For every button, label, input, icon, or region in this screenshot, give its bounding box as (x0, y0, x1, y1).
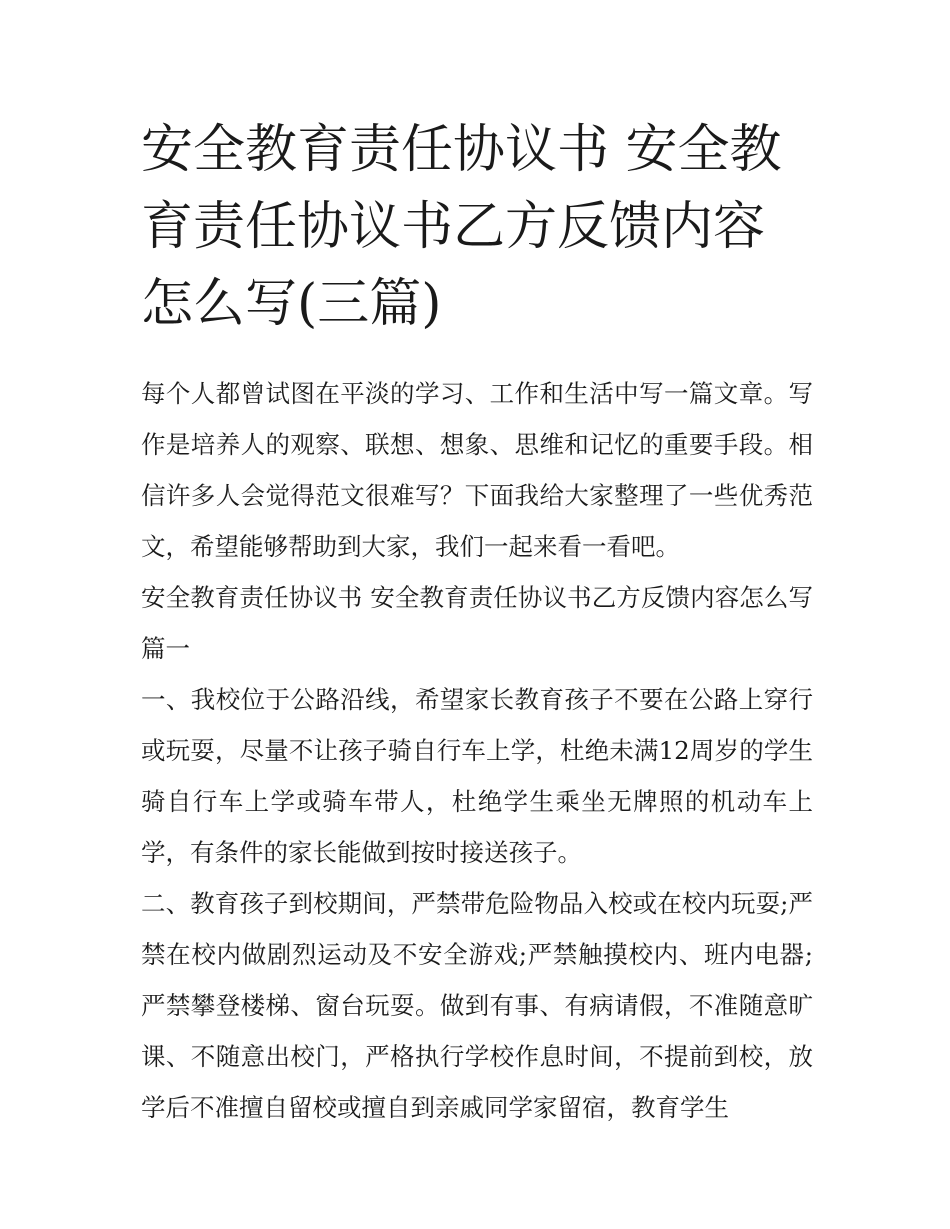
document-body (141, 112, 813, 1133)
body-paragraph-1: 一、我校位于公路沿线，希望家长教育孩子不要在公路上穿行或玩耍，尽量不让孩子骑自行车上学，杜绝未满12周岁的学生骑自行车上学或骑车带人，杜绝学生乘坐无牌照的机动车上学，有条件的家长能做到按时接送孩子。 (141, 685, 813, 867)
intro-paragraph: 每个人都曾试图在平淡的学习、工作和生活中写一篇文章。写作是培养人的观察、联想、想象、思维和记忆的重要手段。相信许多人会觉得范文很难写？下面我给大家整理了一些优秀范文，希望能够帮助到大家，我们一起来看一看吧。 (141, 379, 813, 561)
document-title: 安全教育责任协议书 安全教育责任协议书乙方反馈内容怎么写(三篇) (141, 120, 782, 334)
section-heading: 安全教育责任协议书 安全教育责任协议书乙方反馈内容怎么写篇一 (141, 583, 813, 663)
body-paragraph-2: 二、教育孩子到校期间，严禁带危险物品入校或在校内玩耍;严禁在校内做剧烈运动及不安全游戏;严禁触摸校内、班内电器;严禁攀登楼梯、窗台玩耍。做到有事、有病请假，不准随意旷课、不随意出校门，严格执行学校作息时间，不提前到校，放学后不准擅自留校或擅自到亲戚同学家留宿，教育学生 (141, 889, 813, 1122)
